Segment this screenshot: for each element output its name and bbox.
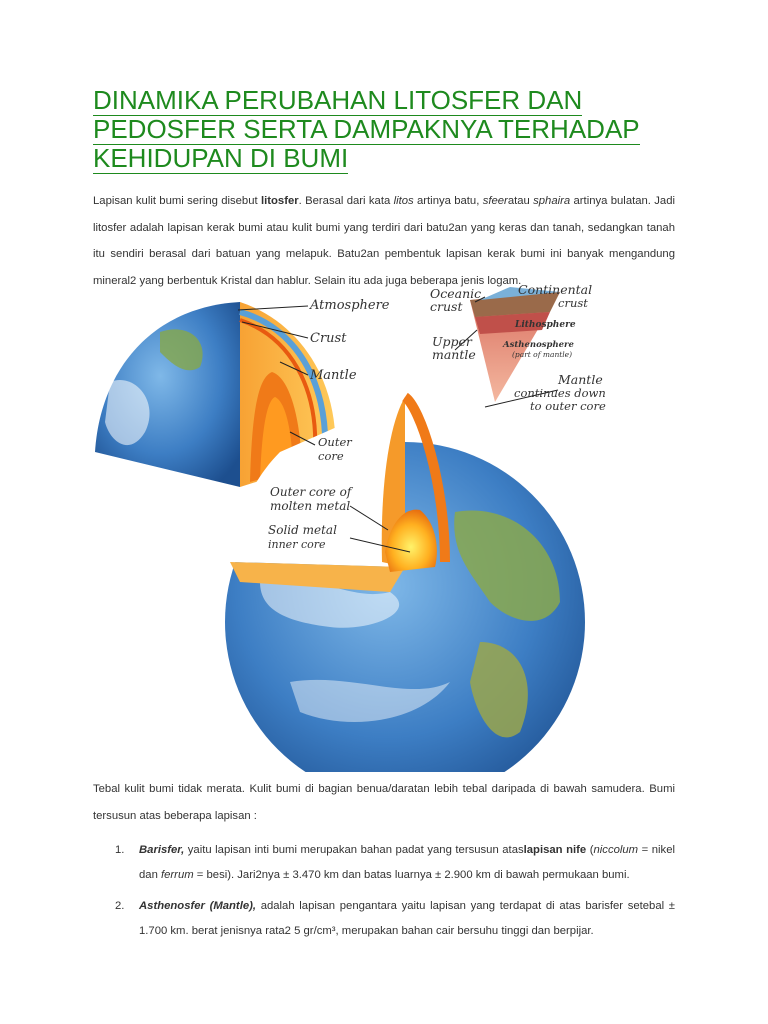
big-earth-cutaway <box>225 397 585 772</box>
term-niccolum: niccolum <box>593 844 639 856</box>
list-text: adalah lapisan pengantara yaitu lapisan yang terdapat di atas barisfer setebal ± 1.700 km. berat jenisnya rata2 5 gr/cm³, merupakan bahan cair bersuhu tinggi dan berpijar. <box>139 900 675 937</box>
title-line-1: DINAMIKA PERUBAHAN LITOSFER DAN <box>93 85 583 115</box>
list-text: yaitu lapisan inti bumi merupakan bahan padat yang tersusun atas <box>184 844 524 856</box>
label-lithosphere: Lithosphere <box>515 320 576 330</box>
term-sphaira: sphaira <box>533 195 571 207</box>
term-litos: litos <box>393 195 414 207</box>
label-mantle: Mantle <box>310 368 357 383</box>
list-text: ( <box>586 844 594 856</box>
intro-paragraph <box>93 188 675 294</box>
intro-text-2: . Berasal dari kata <box>298 195 394 207</box>
term-barisfer: Barisfer, <box>139 844 185 856</box>
label-outer-core-1: Outer <box>318 435 352 449</box>
term-ferrum: ferrum <box>161 869 194 881</box>
label-mantle-cont-3: to outer core <box>530 399 606 413</box>
label-mantle-cont-2: continues down <box>514 386 606 400</box>
label-molten-2: molten metal <box>270 499 351 513</box>
layers-list <box>93 838 675 950</box>
label-upper-2: mantle <box>432 347 476 362</box>
label-continental-2: crust <box>558 296 588 310</box>
title-line-2: PEDOSFER SERTA DAMPAKNYA TERHADAP <box>93 114 640 144</box>
label-solid-2: inner core <box>268 538 326 551</box>
label-upper-1: Upper <box>432 334 472 349</box>
list-number: 2. <box>115 900 125 912</box>
label-asthenosphere: Asthenosphere <box>503 340 574 350</box>
label-oceanic-1: Oceanic <box>430 286 482 301</box>
title-line-3: KEHIDUPAN DI BUMI <box>93 143 349 173</box>
label-solid-1: Solid metal <box>268 523 337 537</box>
term-lapisan-nife: lapisan nife <box>523 844 587 856</box>
page-title <box>93 86 693 173</box>
label-mantle-cont-1: Mantle <box>558 372 603 387</box>
label-part-of-mantle: (part of mantle) <box>512 350 573 359</box>
list-item <box>93 894 675 944</box>
label-atmosphere: Atmosphere <box>310 298 390 313</box>
list-number: 1. <box>115 844 125 856</box>
list-text: = nikel dan <box>139 844 675 881</box>
intro-text-5: artinya bulatan. Jadi litosfer adalah lapisan kerak bumi atau kulit bumi yang terdiri dari batu2an yang keras dan tanah, sedangkan tanah itu sendiri berasal dari batuan yang melapuk. Batu2an pembentuk lapisan kerak bumi ini banyak mengandung mineral2 yang berbentuk Kristal dan hablur. Selain itu ada juga beberapa jenis logam. <box>93 195 675 287</box>
intro-text-4: atau <box>507 195 534 207</box>
list-item <box>93 838 675 888</box>
label-molten-1: Outer core of <box>270 485 352 499</box>
intro-text-1: Lapisan kulit bumi sering disebut <box>93 195 261 207</box>
label-crust: Crust <box>310 331 347 346</box>
term-sfeer: sfeer <box>482 195 508 207</box>
earth-layers-figure <box>90 282 680 772</box>
label-continental-1: Continental <box>518 282 593 297</box>
list-text: = besi). Jari2nya ± 3.470 km dan batas luarnya ± 2.900 km di bawah permukaan bumi. <box>193 869 630 881</box>
term-asthenosfer: Asthenosfer (Mantle), <box>139 900 257 912</box>
intro-text-3: artinya batu, <box>413 195 483 207</box>
layers-intro-paragraph: Tebal kulit bumi tidak merata. Kulit bumi di bagian benua/daratan lebih tebal daripada di bawah samudera. Bumi tersusun atas beberapa lapisan : <box>93 783 675 822</box>
label-outer-core-2: core <box>318 449 344 463</box>
label-oceanic-2: crust <box>430 299 463 314</box>
term-litosfer: litosfer <box>260 195 299 207</box>
